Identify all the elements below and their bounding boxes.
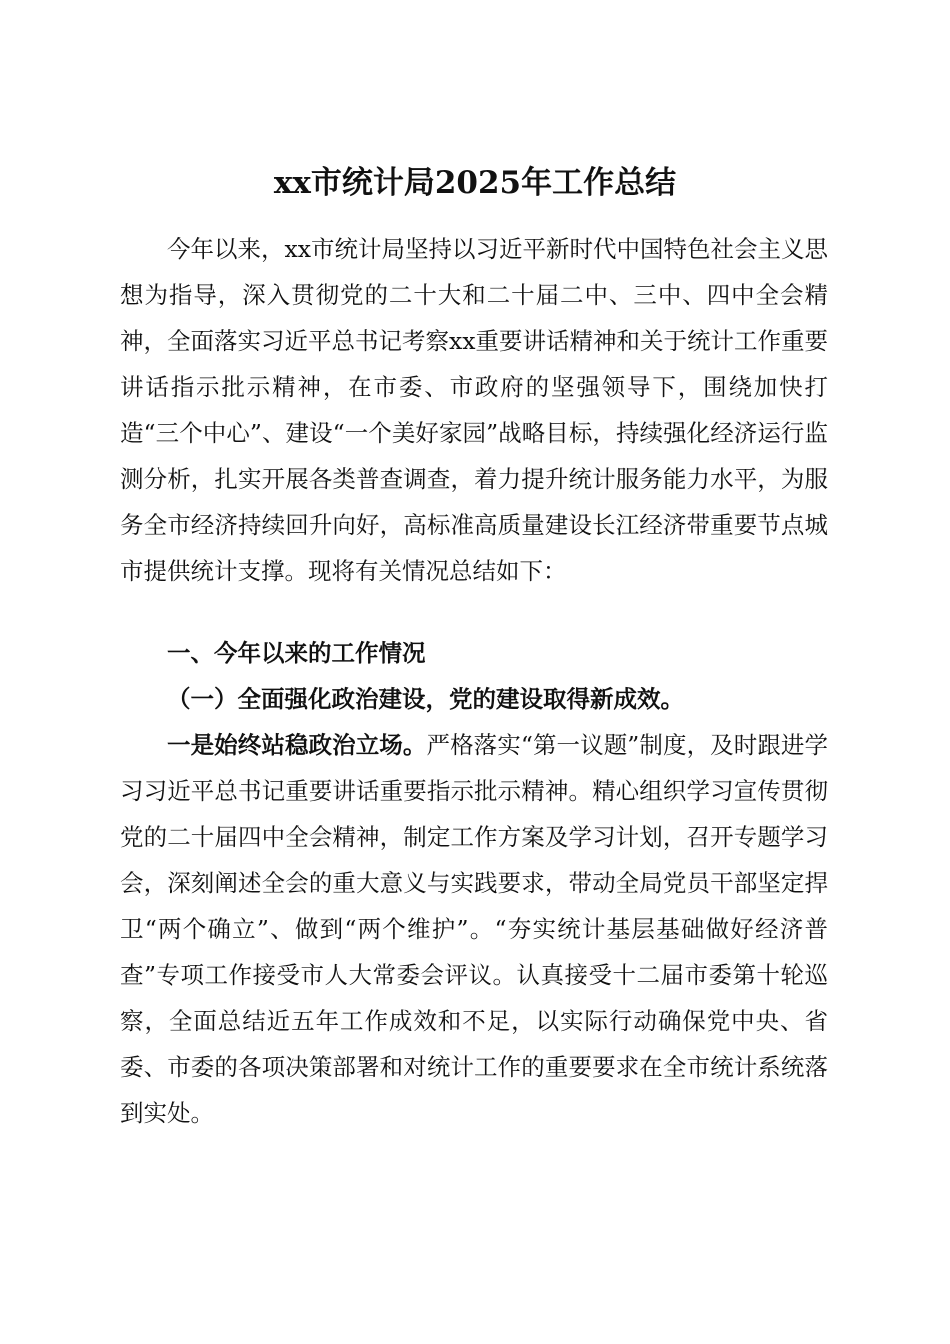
section-heading: 一、今年以来的工作情况 xyxy=(167,639,426,667)
point-paragraph xyxy=(120,722,828,1136)
document-title: xx市统计局2025年工作总结 xyxy=(273,164,677,201)
intro-paragraph: 今年以来，xx市统计局坚持以习近平新时代中国特色社会主义思想为指导，深入贯彻党的二十大和二十届二中、三中、四中全会精神，全面落实习近平总书记考察xx重要讲话精神和关于统计工作重要讲话指示批示精神，在市委、市政府的坚强领导下，围绕加快打造“三个中心”、建设“一个美好家园”战略目标，持续强化经济运行监测分析，扎实开展各类普查调查，着力提升统计服务能力水平，为服务全市经济持续回升向好，高标准高质量建设长江经济带重要节点城市提供统计支撑。现将有关情况总结如下： xyxy=(120,235,829,585)
subsection-heading: （一）全面强化政治建设，党的建设取得新成效。 xyxy=(167,685,684,713)
point-lead: 一是始终站稳政治立场。 xyxy=(167,731,427,759)
point-body: 严格落实“第一议题”制度，及时跟进学习习近平总书记重要讲话重要指示批示精神。精心组织学习宣传贯彻党的二十届四中全会精神，制定工作方案及学习计划，召开专题学习会，深刻阐述全会的重大意义与实践要求，带动全局党员干部坚定捍卫“两个确立”、做到“两个维护”。“夯实统计基层基础做好经济普查”专项工作接受市人大常委会评议。认真接受十二届市委第十轮巡察，全面总结近五年工作成效和不足，以实际行动确保党中央、省委、市委的各项决策部署和对统计工作的重要要求在全市统计系统落到实处。 xyxy=(120,731,829,1127)
